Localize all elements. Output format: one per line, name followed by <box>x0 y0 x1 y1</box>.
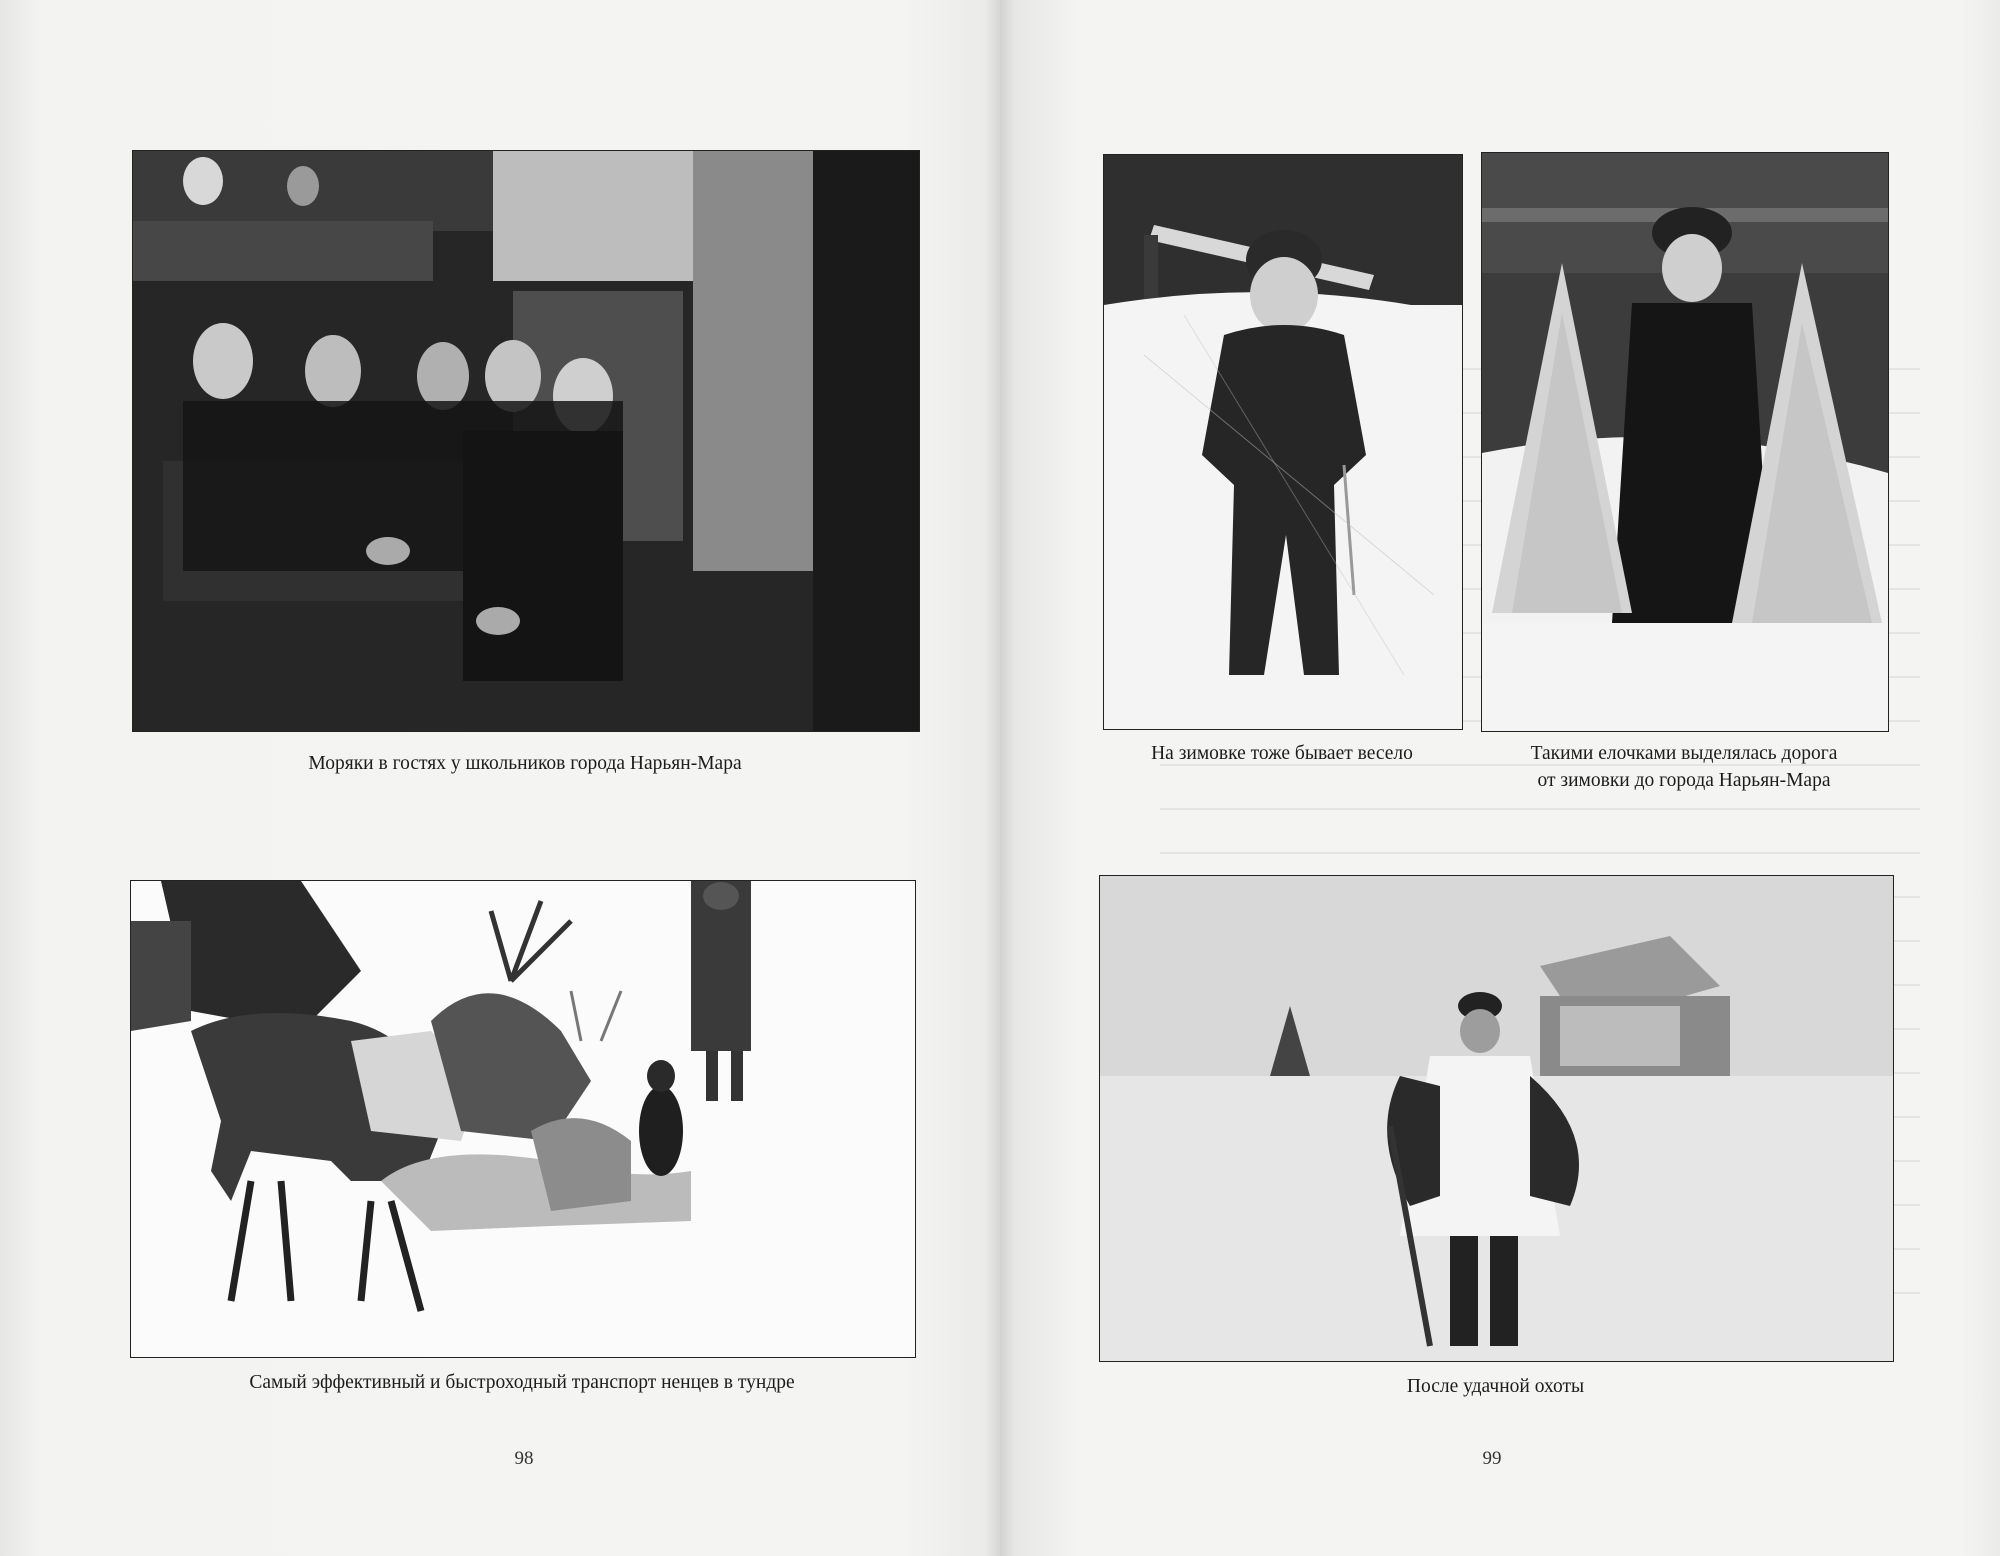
photo-fir-trees-road <box>1481 152 1889 732</box>
photo-after-hunt <box>1099 875 1894 1362</box>
page-number-right: 99 <box>1482 1448 1502 1469</box>
photo-wintering-man <box>1103 154 1463 730</box>
caption-fir-trees-line2: от зимовки до города Нарьян-Мара <box>1537 770 1831 791</box>
photo-reindeer-transport <box>130 880 916 1358</box>
caption-reindeer: Самый эффективный и быстроходный транспорт ненцев в тундре <box>249 1372 795 1393</box>
caption-sailors: Моряки в гостях у школьников города Нарьян-Мара <box>308 753 742 774</box>
photo-sailors-with-schoolchildren <box>132 150 920 732</box>
book-gutter <box>985 0 1015 1556</box>
caption-wintering: На зимовке тоже бывает весело <box>1151 743 1413 764</box>
caption-hunt: После удачной охоты <box>1406 1376 1585 1397</box>
page-number-left: 98 <box>514 1448 534 1469</box>
caption-fir-trees-line1: Такими елочками выделялась дорога <box>1530 743 1838 764</box>
